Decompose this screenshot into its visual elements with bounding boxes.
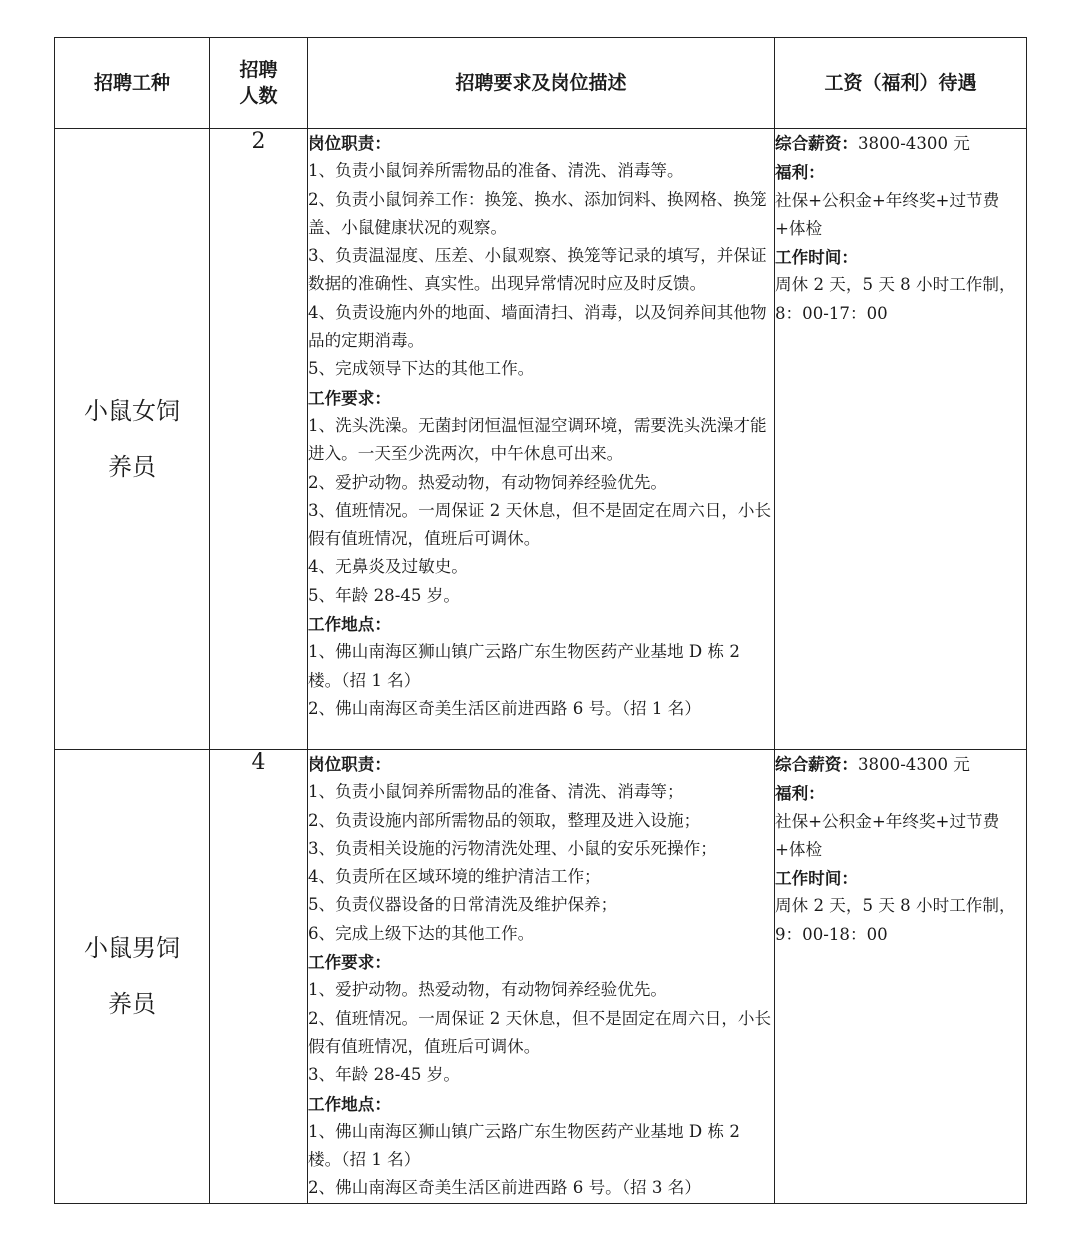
- table-row: [55, 750, 1027, 1204]
- duties-heading: 岗位职责：: [308, 133, 391, 153]
- description-cell: [308, 129, 775, 750]
- salary-label: 综合薪资：: [775, 133, 858, 153]
- duty-item: 1、负责小鼠饲养所需物品的准备、清洗、消毒等；: [308, 782, 684, 802]
- duty-item: 5、完成领导下达的其他工作。: [308, 359, 535, 379]
- requirement-item: 5、年龄 28-45 岁。: [308, 585, 460, 605]
- duty-item: 2、负责设施内部所需物品的领取，整理及进入设施；: [308, 810, 701, 830]
- benefit-label: 福利：: [775, 783, 825, 804]
- hours-value: 周休 2 天，5 天 8 小时工作制，8：00-17：00: [775, 275, 1016, 323]
- location-item: 1、佛山南海区狮山镇广云路广东生物医药产业基地 D 栋 2 楼。（招 1 名）: [308, 1121, 740, 1170]
- count-cell: 2: [210, 129, 308, 750]
- salary-value: 3800-4300 元: [857, 755, 970, 774]
- header-job-type: 招聘工种: [55, 38, 210, 129]
- location-heading: 工作地点：: [308, 614, 391, 635]
- benefit-value: 社保+公积金+年终奖+过节费+体检: [775, 190, 1000, 238]
- duties-heading: 岗位职责：: [308, 754, 391, 774]
- location-heading: 工作地点：: [308, 1093, 391, 1114]
- location-item: 2、佛山南海区奇美生活区前进西路 6 号。（招 1 名）: [308, 698, 701, 718]
- header-requirements: 招聘要求及岗位描述: [308, 38, 775, 129]
- duty-item: 3、负责温湿度、压差、小鼠观察、换笼等记录的填写，并保证数据的准确性、真实性。出现异常情况时应及时反馈。: [308, 246, 767, 294]
- duty-item: 6、完成上级下达的其他工作。: [308, 923, 535, 943]
- salary-value: 3800-4300 元: [857, 134, 970, 153]
- benefit-label: 福利：: [775, 162, 825, 183]
- requirement-item: 1、洗头洗澡。无菌封闭恒温恒湿空调环境，需要洗头洗澡才能进入。一天至少洗两次，中午休息可出来。: [308, 415, 767, 464]
- duty-item: 4、负责设施内外的地面、墙面清扫、消毒，以及饲养间其他物品的定期消毒。: [308, 302, 767, 351]
- role-cell: [55, 129, 210, 750]
- requirement-item: 4、无鼻炎及过敏史。: [308, 557, 468, 577]
- count-cell: 4: [210, 750, 308, 1204]
- recruitment-table: [54, 37, 1027, 1204]
- table-row: [55, 129, 1027, 750]
- table-header-row: [55, 38, 1027, 129]
- duty-item: 3、负责相关设施的污物清洗处理、小鼠的安乐死操作；: [308, 838, 717, 858]
- header-count: [210, 38, 308, 129]
- salary-cell: [775, 129, 1027, 750]
- duty-item: 4、负责所在区域环境的维护清洁工作；: [308, 867, 601, 887]
- salary-label: 综合薪资：: [775, 754, 858, 774]
- location-item: 1、佛山南海区狮山镇广云路广东生物医药产业基地 D 栋 2 楼。（招 1 名）: [308, 642, 740, 690]
- hours-value: 周休 2 天，5 天 8 小时工作制，9：00-18：00: [775, 896, 1016, 944]
- duty-item: 2、负责小鼠饲养工作：换笼、换水、添加饲料、换网格、换笼盖、小鼠健康状况的观察。: [308, 189, 767, 237]
- duty-item: 5、负责仪器设备的日常清洗及维护保养；: [308, 895, 618, 915]
- header-count-line2: 人数: [239, 85, 278, 107]
- salary-line: [775, 129, 1026, 158]
- requirement-item: 2、值班情况。一周保证 2 天休息，但不是固定在周六日，小长假有值班情况，值班后可调休。: [308, 1008, 772, 1056]
- role-name-line1: 小鼠男饲: [84, 934, 180, 963]
- role-name-line2: 养员: [108, 453, 156, 481]
- header-salary: 工资（福利）待遇: [775, 38, 1027, 129]
- requirement-item: 1、爱护动物。热爱动物，有动物饲养经验优先。: [308, 980, 668, 1000]
- requirements-heading: 工作要求：: [308, 387, 391, 408]
- role-name-line2: 养员: [108, 990, 156, 1019]
- header-count-line1: 招聘: [239, 59, 278, 81]
- role-cell: [55, 750, 210, 1204]
- requirement-item: 3、年龄 28-45 岁。: [308, 1065, 460, 1085]
- description-cell: [308, 750, 775, 1204]
- requirement-item: 3、值班情况。一周保证 2 天休息，但不是固定在周六日，小长假有值班情况，值班后可调休。: [308, 500, 772, 549]
- hours-label: 工作时间：: [775, 247, 858, 268]
- benefit-value: 社保+公积金+年终奖+过节费+体检: [775, 811, 1000, 859]
- hours-label: 工作时间：: [775, 868, 858, 889]
- duty-item: 1、负责小鼠饲养所需物品的准备、清洗、消毒等。: [308, 161, 684, 181]
- role-name-line1: 小鼠女饲: [84, 397, 180, 425]
- location-item: 2、佛山南海区奇美生活区前进西路 6 号。（招 3 名）: [308, 1178, 701, 1198]
- salary-line: [775, 750, 1026, 779]
- salary-cell: [775, 750, 1027, 1204]
- requirement-item: 2、爱护动物。热爱动物，有动物饲养经验优先。: [308, 472, 668, 492]
- requirements-heading: 工作要求：: [308, 952, 391, 973]
